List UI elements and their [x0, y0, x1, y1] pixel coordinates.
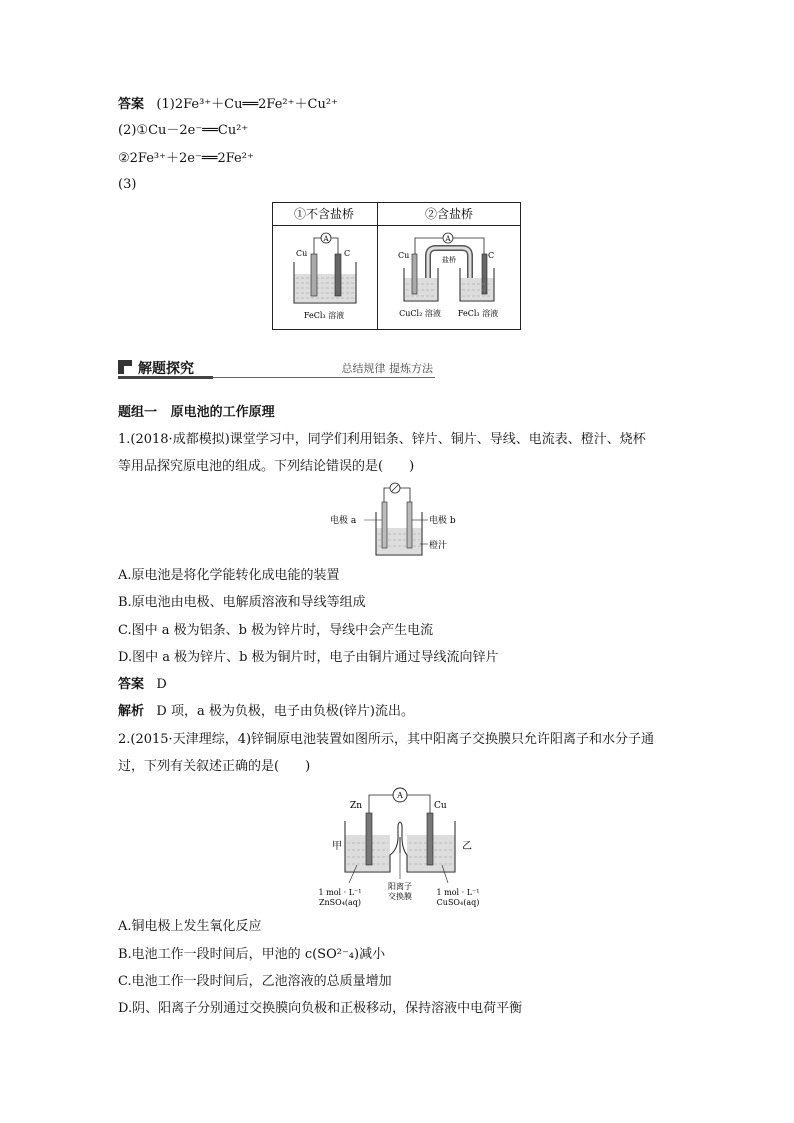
cu-electrode [427, 813, 433, 865]
q1-figure-svg [330, 480, 480, 560]
fig2-left-solution-label: CuCl₂ 溶液 [399, 309, 441, 318]
q1-figure [330, 480, 480, 560]
section-header [118, 358, 435, 380]
fig2-right-electrode-label: C [488, 251, 495, 260]
comparison-table [272, 202, 521, 330]
q1-fig-right-label: 电极 b [429, 516, 456, 526]
answer-2a-line: (2)①Cu－2e⁻══Cu²⁺ [118, 123, 249, 138]
fig1-left-electrode-label: Cu [296, 249, 308, 258]
q1-fig-liquid-label: 橙汁 [429, 541, 448, 551]
q2-meter-label: A [397, 791, 403, 800]
table-col1-header: ①不含盐桥 [293, 207, 355, 221]
q1-option-a: A.原电池是将化学能转化成电能的装置 [118, 568, 340, 583]
q2-right-conc: 1 mol · L⁻¹ [436, 888, 480, 897]
answer-2b-line: ②2Fe³⁺＋2e⁻══2Fe²⁺ [118, 151, 254, 166]
c-electrode [335, 254, 341, 296]
ammeter-label-2: A [445, 235, 451, 243]
cu-electrode [311, 254, 317, 296]
q1-option-b: B.原电池由电极、电解质溶液和导线等组成 [118, 595, 366, 610]
comparison-table-svg [272, 202, 521, 330]
section-subtitle: 总结规律 提炼方法 [341, 362, 433, 375]
fig1-solution-label: FeCl₃ 溶液 [303, 311, 345, 320]
q2-membrane-label-1: 阳离子 [388, 882, 412, 891]
q1-stem-line2: 等用品探究原电池的组成。下列结论错误的是( ) [118, 459, 415, 474]
fig2-left-electrode-label: Cu [398, 251, 410, 260]
q2-membrane-label-2: 交换膜 [388, 892, 412, 901]
cell-with-salt-bridge [398, 233, 498, 318]
q2-jia-label: 甲 [332, 841, 342, 852]
group-label: 题组一 [118, 405, 158, 420]
q2-option-a: A.铜电极上发生氧化反应 [118, 919, 262, 934]
q2-option-d: D.阴、阳离子分别通过交换膜向负极和正极移动，保持溶液中电荷平衡 [118, 1001, 523, 1016]
group-title: 原电池的工作原理 [170, 405, 275, 420]
zn-electrode [366, 813, 372, 865]
q1-answer-line [118, 676, 167, 694]
q2-figure-svg [312, 783, 492, 913]
q2-option-c: C.电池工作一段时间后，乙池溶液的总质量增加 [118, 974, 392, 989]
q1-answer-value: D [156, 677, 167, 692]
section-title: 解题探究 [138, 361, 194, 377]
q2-figure [312, 783, 492, 913]
q2-option-b: B.电池工作一段时间后，甲池的 c(SO²⁻₄)减小 [118, 947, 386, 962]
group-heading [118, 404, 275, 422]
q2-stem-line1: 2.(2015·天津理综，4)锌铜原电池装置如图所示，其中阳离子交换膜只允许阳离子和水分子通 [118, 732, 655, 747]
answer-3-line: (3) [118, 177, 137, 192]
q1-answer-label: 答案 [118, 677, 145, 692]
q1-analysis-label: 解析 [118, 704, 145, 719]
answer-label: 答案 [118, 97, 145, 112]
q1-option-c: C.图中 a 极为铝条、b 极为锌片时，导线中会产生电流 [118, 623, 434, 638]
salt-bridge-label: 盐桥 [442, 256, 456, 264]
fig2-right-solution-label: FeCl₃ 溶液 [457, 309, 499, 318]
q1-analysis-text: D 项，a 极为负极，电子由负极(锌片)流出。 [156, 704, 415, 719]
q1-analysis-line [118, 703, 414, 721]
answer-1-line [118, 96, 338, 114]
cell-without-salt-bridge [294, 233, 356, 320]
q1-stem-line1: 1.(2018·成都模拟)课堂学习中，同学们利用铝条、锌片、铜片、导线、电流表、橙汁、烧杯 [118, 432, 646, 447]
table-col2-header: ②含盐桥 [424, 207, 474, 221]
q2-cu-label: Cu [434, 801, 447, 811]
ammeter-label: A [323, 235, 329, 243]
q2-yi-label: 乙 [462, 841, 472, 852]
answer-1-text: (1)2Fe³⁺＋Cu══2Fe²⁺＋Cu²⁺ [156, 97, 338, 112]
q1-option-d: D.图中 a 极为锌片、b 极为铜片时，电子由铜片通过导线流向锌片 [118, 650, 499, 665]
q2-left-conc: 1 mol · L⁻¹ [318, 888, 362, 897]
q2-right-sol: CuSO₄(aq) [436, 898, 480, 907]
q2-stem-line2: 过，下列有关叙述正确的是( ) [118, 759, 311, 774]
q1-fig-left-label: 电极 a [330, 516, 357, 526]
fig1-right-electrode-label: C [344, 249, 351, 258]
q2-left-sol: ZnSO₄(aq) [318, 898, 362, 907]
q2-zn-label: Zn [350, 801, 363, 811]
